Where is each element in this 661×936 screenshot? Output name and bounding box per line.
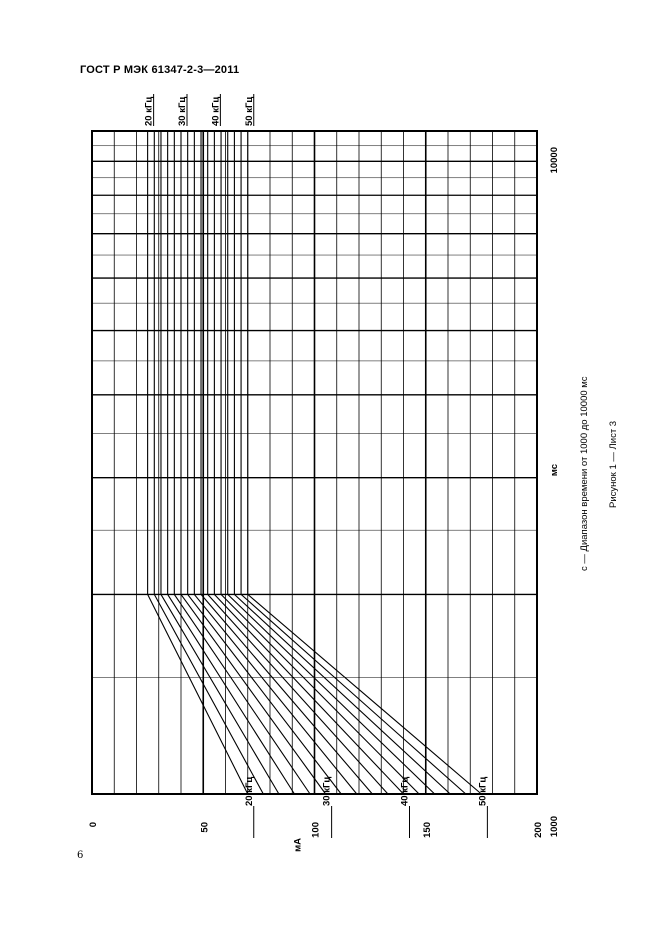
time-tick-label: 1000 — [549, 816, 560, 838]
curve-42khz — [221, 131, 419, 794]
curve-22khz — [154, 131, 263, 794]
current-axis-label: мА — [292, 838, 304, 852]
freq-label-top: 20 кГц — [143, 96, 155, 126]
freq-label-bottom: 40 кГц — [399, 776, 411, 806]
time-tick-label: 10000 — [549, 147, 560, 174]
curve-46khz — [234, 131, 450, 794]
page-number: 6 — [77, 850, 84, 861]
curve-50khz — [248, 131, 482, 794]
freq-label-top: 50 кГц — [243, 96, 255, 126]
freq-label-bottom: 30 кГц — [321, 776, 333, 806]
current-tick-label: 150 — [421, 822, 433, 838]
freq-label-top: 40 кГц — [210, 96, 222, 126]
current-tick-label: 200 — [533, 822, 544, 838]
curve-32khz — [188, 131, 342, 794]
document-header: ГОСТ Р МЭК 61347-2-3—2011 — [80, 64, 240, 76]
freq-label-bottom: 20 кГц — [243, 776, 255, 806]
figure-subtitle: с — Диапазон времени от 1000 до 10000 мс — [579, 376, 590, 571]
figure-caption: Рисунок 1 — Лист 3 — [608, 420, 619, 508]
curve-20khz — [148, 131, 248, 794]
current-tick-label: 100 — [310, 822, 322, 838]
current-tick-label: 50 — [199, 822, 211, 833]
time-axis-label: мс — [549, 463, 560, 477]
curve-36khz — [201, 131, 372, 794]
curve-34khz — [194, 131, 356, 794]
freq-label-bottom: 50 кГц — [477, 776, 489, 806]
freq-label-top: 30 кГц — [177, 96, 188, 126]
current-tick-label: 0 — [88, 822, 99, 828]
curve-48khz — [241, 131, 466, 794]
curve-24khz — [161, 131, 279, 794]
